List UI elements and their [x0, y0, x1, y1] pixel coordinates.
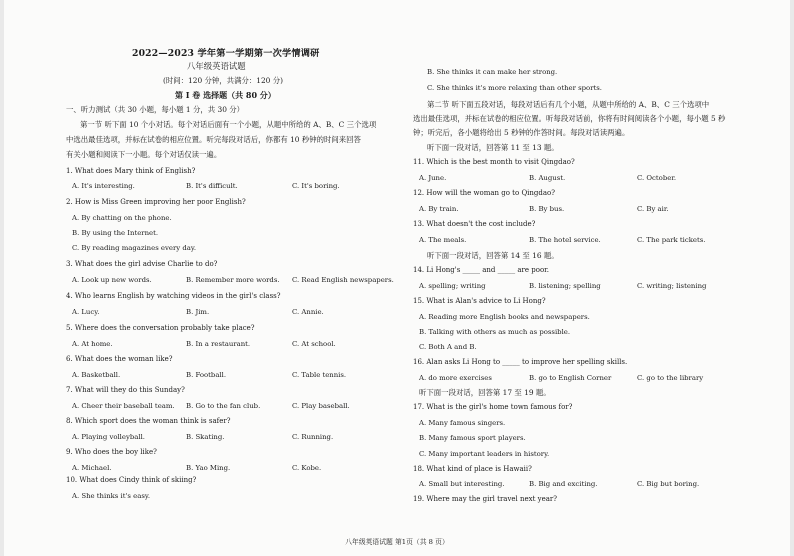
exam-info: (时间：120 分钟，共满分：120 分): [163, 76, 283, 85]
option-b[interactable]: B. Talking with others as much as possible.: [419, 328, 571, 336]
option-a[interactable]: A. Cheer their baseball team.: [72, 402, 175, 410]
section1-line: 中选出最佳选项，并标在试卷的相应位置。听完每段对话后，你都有 10 秒钟的时间来回答: [66, 135, 361, 144]
exam-subtitle: 八年级英语试题: [187, 61, 246, 71]
option-a[interactable]: A. At home.: [72, 340, 113, 348]
scan-edge: [0, 0, 4, 556]
section2-line: 钟；听完后，各小题将给出 5 秒钟的作答时间。每段对话读两遍。: [413, 128, 630, 137]
option-b[interactable]: B. Many famous sport players.: [419, 434, 526, 442]
option-b[interactable]: B. Football.: [186, 371, 227, 379]
option-a[interactable]: A. Michael.: [72, 464, 112, 472]
question: 18. What kind of place is Hawaii?: [413, 465, 532, 473]
question: 13. What doesn't the cost include?: [413, 220, 536, 228]
option-c[interactable]: C. Many important leaders in history.: [419, 450, 550, 458]
question: 6. What does the woman like?: [66, 355, 173, 363]
option-c[interactable]: C. October.: [637, 174, 677, 182]
question: 8. Which sport does the woman think is safer?: [66, 417, 231, 425]
option-c[interactable]: C. Read English newspapers.: [292, 276, 394, 284]
question: 11. Which is the best month to visit Qingdao?: [413, 158, 575, 166]
option-b[interactable]: B. She thinks it can make her strong.: [427, 68, 558, 76]
option-c[interactable]: C. go to the library: [637, 374, 704, 382]
option-c[interactable]: C. By air.: [637, 205, 669, 213]
option-b[interactable]: B. The hotel service.: [529, 236, 601, 244]
section1-line: 有关小题和阅读下一小题。每个对话仅读一遍。: [66, 150, 222, 159]
section1-line: 第一节 听下面 10 个小对话。每个对话后面有一个小题，从题中所给的 A、B、C 三个选项: [80, 120, 377, 129]
option-b[interactable]: B. Jim.: [186, 308, 210, 316]
question: 1. What does Mary think of English?: [66, 167, 196, 175]
question: 7. What will they do this Sunday?: [66, 386, 185, 394]
instruction: 听下面一段对话，回答第 17 至 19 题。: [419, 388, 551, 397]
option-a[interactable]: A. spelling; writing: [419, 282, 486, 290]
option-c[interactable]: C. The park tickets.: [637, 236, 706, 244]
option-c[interactable]: C. Running.: [292, 433, 334, 441]
part-title: 第 I 卷 选择题（共 80 分）: [175, 90, 276, 100]
scan-edge: [790, 0, 794, 556]
option-b[interactable]: B. Skating.: [186, 433, 225, 441]
option-a[interactable]: A. Basketball.: [72, 371, 121, 379]
option-a[interactable]: A. By train.: [419, 205, 459, 213]
question: 2. How is Miss Green improving her poor English?: [66, 198, 246, 206]
instruction: 听下面一段对话，回答第 11 至 13 题。: [427, 143, 559, 152]
section2-line: 选出最佳选项，并标在试卷的相应位置。听每段对话前，你将有时间阅读各个小题，每小题 5 秒: [413, 114, 726, 123]
question: 12. How will the woman go to Qingdao?: [413, 189, 556, 197]
question: 19. Where may the girl travel next year?: [413, 495, 558, 503]
listening-title: 一、听力测试（共 30 小题，每小题 1 分，共 30 分）: [66, 105, 245, 114]
question: 5. Where does the conversation probably take place?: [66, 324, 255, 332]
left-column: [0, 0, 394, 556]
option-b[interactable]: B. Big and exciting.: [529, 480, 598, 488]
question: 10. What does Cindy think of skiing?: [66, 476, 197, 484]
option-a[interactable]: A. June.: [419, 174, 447, 182]
option-a[interactable]: A. Lucy.: [72, 308, 100, 316]
option-a[interactable]: A. Small but interesting.: [419, 480, 505, 488]
option-c[interactable]: C. By reading magazines every day.: [72, 244, 197, 252]
option-c[interactable]: C. Big but boring.: [637, 480, 700, 488]
option-c[interactable]: C. It's boring.: [292, 182, 340, 190]
option-a[interactable]: A. She thinks it's easy.: [72, 492, 151, 500]
option-c[interactable]: C. She thinks it's more relaxing than other sports.: [427, 84, 602, 92]
page-footer: 八年级英语试题 第1页（共 8 页）: [345, 538, 449, 546]
right-column: [405, 0, 785, 556]
option-b[interactable]: B. listening; spelling: [529, 282, 601, 290]
option-b[interactable]: B. August.: [529, 174, 566, 182]
section2-line: 第二节 听下面五段对话，每段对话后有几个小题，从题中所给的 A、B、C 三个选项中: [427, 100, 710, 109]
option-b[interactable]: B. It's difficult.: [186, 182, 238, 190]
option-c[interactable]: C. Kobe.: [292, 464, 322, 472]
option-c[interactable]: C. Table tennis.: [292, 371, 347, 379]
option-a[interactable]: A. Reading more English books and newspapers.: [419, 313, 590, 321]
question: 16. Alan asks Li Hong to _____ to improve her spelling skills.: [413, 358, 628, 366]
question: 9. Who does the boy like?: [66, 448, 157, 456]
question: 14. Li Hong's _____ and _____ are poor.: [413, 266, 549, 274]
option-c[interactable]: C. Play baseball.: [292, 402, 350, 410]
option-c[interactable]: C. writing; listening: [637, 282, 707, 290]
option-c[interactable]: C. At school.: [292, 340, 336, 348]
option-a[interactable]: A. It's interesting.: [72, 182, 135, 190]
option-b[interactable]: B. By bus.: [529, 205, 565, 213]
exam-title: 2022—2023 学年第一学期第一次学情调研: [132, 48, 320, 59]
option-a[interactable]: A. The meals.: [419, 236, 467, 244]
question: 4. Who learns English by watching videos in the girl's class?: [66, 292, 281, 300]
option-a[interactable]: A. By chatting on the phone.: [72, 214, 172, 222]
option-a[interactable]: A. Playing volleyball.: [72, 433, 145, 441]
option-a[interactable]: A. Look up new words.: [72, 276, 152, 284]
option-b[interactable]: B. Yao Ming.: [186, 464, 231, 472]
option-b[interactable]: B. By using the Internet.: [72, 229, 159, 237]
option-a[interactable]: A. Many famous singers.: [419, 419, 506, 427]
instruction: 听下面一段对话，回答第 14 至 16 题。: [427, 251, 559, 260]
option-a[interactable]: A. do more exercises: [419, 374, 492, 382]
option-c[interactable]: C. Both A and B.: [419, 343, 477, 351]
option-b[interactable]: B. Remember more words.: [186, 276, 280, 284]
question: 15. What is Alan's advice to Li Hong?: [413, 297, 546, 305]
question: 3. What does the girl advise Charlie to do?: [66, 260, 218, 268]
option-c[interactable]: C. Annie.: [292, 308, 324, 316]
option-b[interactable]: B. Go to the fan club.: [186, 402, 261, 410]
option-b[interactable]: B. go to English Corner: [529, 374, 612, 382]
question: 17. What is the girl's home town famous for?: [413, 403, 573, 411]
option-b[interactable]: B. In a restaurant.: [186, 340, 251, 348]
